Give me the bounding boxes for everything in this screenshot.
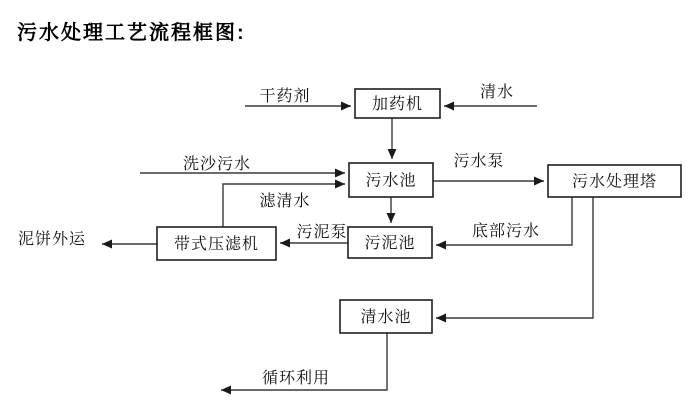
flow-label-clean-water: 清水 — [479, 84, 515, 101]
node-clean-water-pool — [340, 300, 432, 333]
node-label-clean-water-pool: 清水池 — [360, 309, 412, 326]
flow-label-sand-washing-sewage: 洗沙污水 — [182, 156, 252, 173]
node-dosing-machine — [355, 89, 440, 118]
node-treatment-tower — [548, 165, 681, 197]
node-label-belt-filter-press: 带式压滤机 — [173, 236, 260, 253]
flow-label-filtered-water: 滤清水 — [259, 193, 311, 210]
node-sewage-pool — [349, 163, 433, 197]
flow-label-recycle-use: 循环利用 — [261, 370, 331, 387]
flow-label-dry-chemical: 干药剂 — [259, 88, 311, 105]
node-belt-filter-press — [157, 227, 276, 260]
node-label-treatment-tower: 污水处理塔 — [571, 173, 658, 191]
node-label-dosing-machine: 加药机 — [371, 96, 424, 113]
node-label-sludge-pool: 污泥池 — [364, 235, 416, 252]
node-sludge-pool — [348, 227, 432, 258]
edge-tower-to-clean-water-pool — [436, 197, 593, 318]
flow-label-sewage-pump: 污水泵 — [453, 153, 505, 170]
flow-label-mud-cake-out: 泥饼外运 — [18, 231, 87, 248]
nodes-layer — [157, 89, 681, 333]
labels-layer — [18, 83, 540, 387]
flow-label-sludge-pump: 污泥泵 — [296, 224, 348, 241]
node-label-sewage-pool: 污水池 — [365, 172, 417, 190]
flow-label-bottom-sewage: 底部污水 — [471, 223, 541, 240]
page-title: 污水处理工艺流程框图: — [17, 22, 246, 44]
